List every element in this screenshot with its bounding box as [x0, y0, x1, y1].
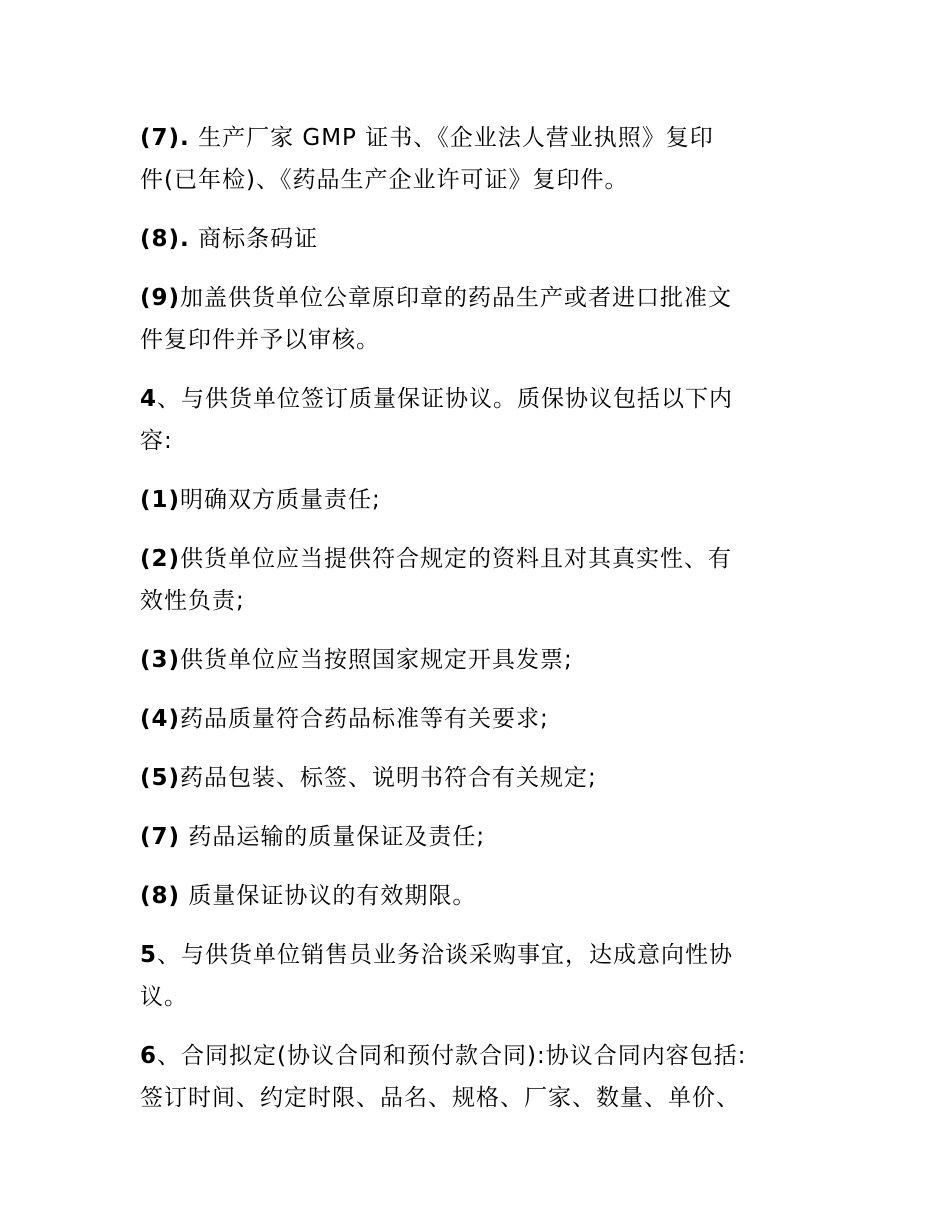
item-number: 4 [140, 386, 158, 412]
paragraph-text: 药品包装、标签、说明书符合有关规定; [180, 765, 597, 791]
item-number: 5 [140, 942, 158, 968]
paragraph-5-negotiation [140, 934, 830, 1018]
paragraph-text: 件复印件并予以审核。 [140, 327, 380, 353]
paragraph-text: 签订时间、约定时限、品名、规格、厂家、数量、单价、 [140, 1085, 740, 1111]
paragraph-text: 质量保证协议的有效期限。 [180, 883, 477, 909]
paragraph-4-drug-standard [140, 698, 830, 740]
document-body [140, 117, 830, 1119]
paragraph-text: 生产厂家 GMP 证书、《企业法人营业执照》复印 [198, 125, 714, 151]
item-number: (3) [140, 647, 181, 673]
paragraph-text: 供货单位应当提供符合规定的资料且对其真实性、有 [180, 546, 733, 572]
item-number: (2) [140, 546, 181, 572]
item-number: (8) [140, 883, 181, 909]
paragraph-text: 药品质量符合药品标准等有关要求; [180, 706, 549, 732]
item-number: 6 [140, 1043, 158, 1069]
paragraph-text: 药品运输的质量保证及责任; [180, 824, 486, 850]
paragraph-6-contract [140, 1035, 830, 1119]
item-number: (9) [140, 285, 181, 311]
paragraph-4-quality-agreement [140, 378, 830, 462]
item-number: (8). [140, 226, 190, 252]
paragraph-text: 加盖供货单位公章原印章的药品生产或者进口批准文 [180, 285, 733, 311]
paragraph-text: 件(已年检)、《药品生产企业许可证》复印件。 [140, 167, 629, 193]
paragraph-text: 供货单位应当按照国家规定开具发票; [180, 647, 573, 673]
paragraph-text: 明确双方质量责任; [180, 487, 381, 513]
item-number: (1) [140, 487, 181, 513]
paragraph-5-packaging [140, 757, 830, 799]
paragraph-7-gmp-certificate [140, 117, 830, 201]
paragraph-text: 议。 [140, 984, 188, 1010]
paragraph-text: 、与供货单位销售员业务洽谈采购事宜，达成意向性协 [157, 942, 734, 968]
item-number: (7). [140, 125, 190, 151]
item-number: (7) [140, 824, 181, 850]
paragraph-text: 容: [140, 428, 173, 454]
paragraph-9-approval-copy [140, 277, 830, 361]
item-number: (5) [140, 765, 181, 791]
paragraph-7-transport [140, 816, 830, 858]
paragraph-text: 效性负责; [140, 588, 245, 614]
paragraph-2-supplier-documents [140, 538, 830, 622]
item-number: (4) [140, 706, 181, 732]
paragraph-8-validity [140, 875, 830, 917]
paragraph-text: 商标条码证 [198, 226, 319, 252]
paragraph-3-invoice [140, 639, 830, 681]
paragraph-1-responsibility [140, 479, 830, 521]
paragraph-text: 、与供货单位签订质量保证协议。质保协议包括以下内 [157, 386, 734, 412]
paragraph-text: 、合同拟定(协议合同和预付款合同):协议合同内容包括: [157, 1043, 747, 1069]
paragraph-8-barcode [140, 218, 830, 260]
